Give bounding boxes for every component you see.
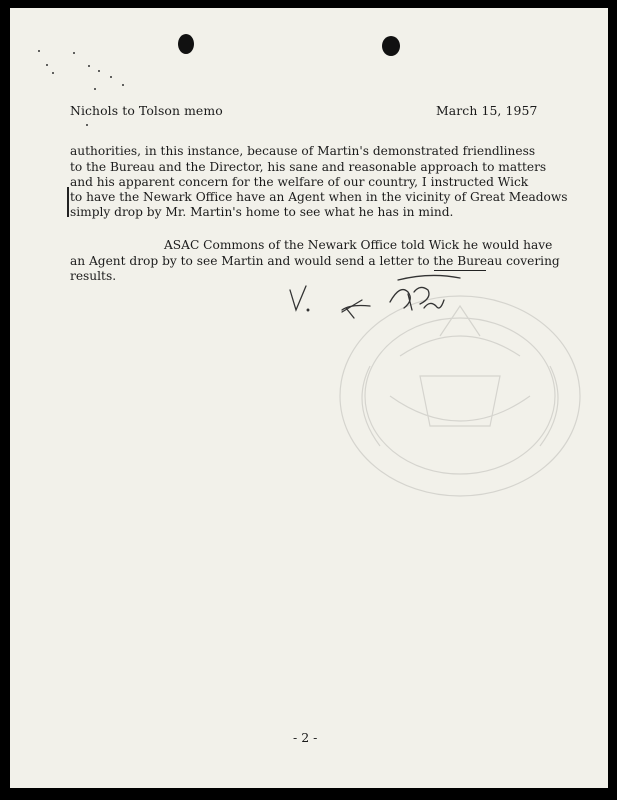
paragraph2-line: results.: [70, 269, 117, 283]
speck: [122, 84, 124, 86]
memo-page: [10, 8, 608, 788]
memo-header-left: Nichols to Tolson memo: [70, 103, 223, 118]
speck: [110, 76, 112, 78]
speck: [86, 124, 88, 126]
speck: [98, 70, 100, 72]
handwritten-initials: [280, 270, 480, 330]
paragraph1-line: and his apparent concern for the welfare of our country, I instructed Wick: [70, 175, 529, 189]
speck: [73, 52, 75, 54]
paragraph1-line: simply drop by Mr. Martin's home to see what he has in mind.: [70, 205, 454, 219]
speck: [46, 64, 48, 66]
paragraph2-line: ASAC Commons of the Newark Office told Wick he would have: [164, 238, 553, 252]
paragraph2-line: an Agent drop by to see Martin and would send a letter to the Bureau covering: [70, 254, 560, 268]
paragraph1-line: to have the Newark Office have an Agent when in the vicinity of Great Meadows: [70, 190, 568, 204]
punch-hole-left: [178, 34, 194, 54]
page-number: - 2 -: [293, 730, 318, 745]
punch-hole-right: [382, 36, 400, 56]
speck: [88, 65, 90, 67]
memo-header-date: March 15, 1957: [436, 103, 538, 118]
paragraph1-line: to the Bureau and the Director, his sane and reasonable approach to matters: [70, 160, 547, 174]
speck: [52, 72, 54, 74]
speck: [38, 50, 40, 52]
speck: [94, 88, 96, 90]
margin-mark: [67, 187, 69, 217]
paragraph1-line: authorities, in this instance, because of Martin's demonstrated friendliness: [70, 144, 536, 158]
